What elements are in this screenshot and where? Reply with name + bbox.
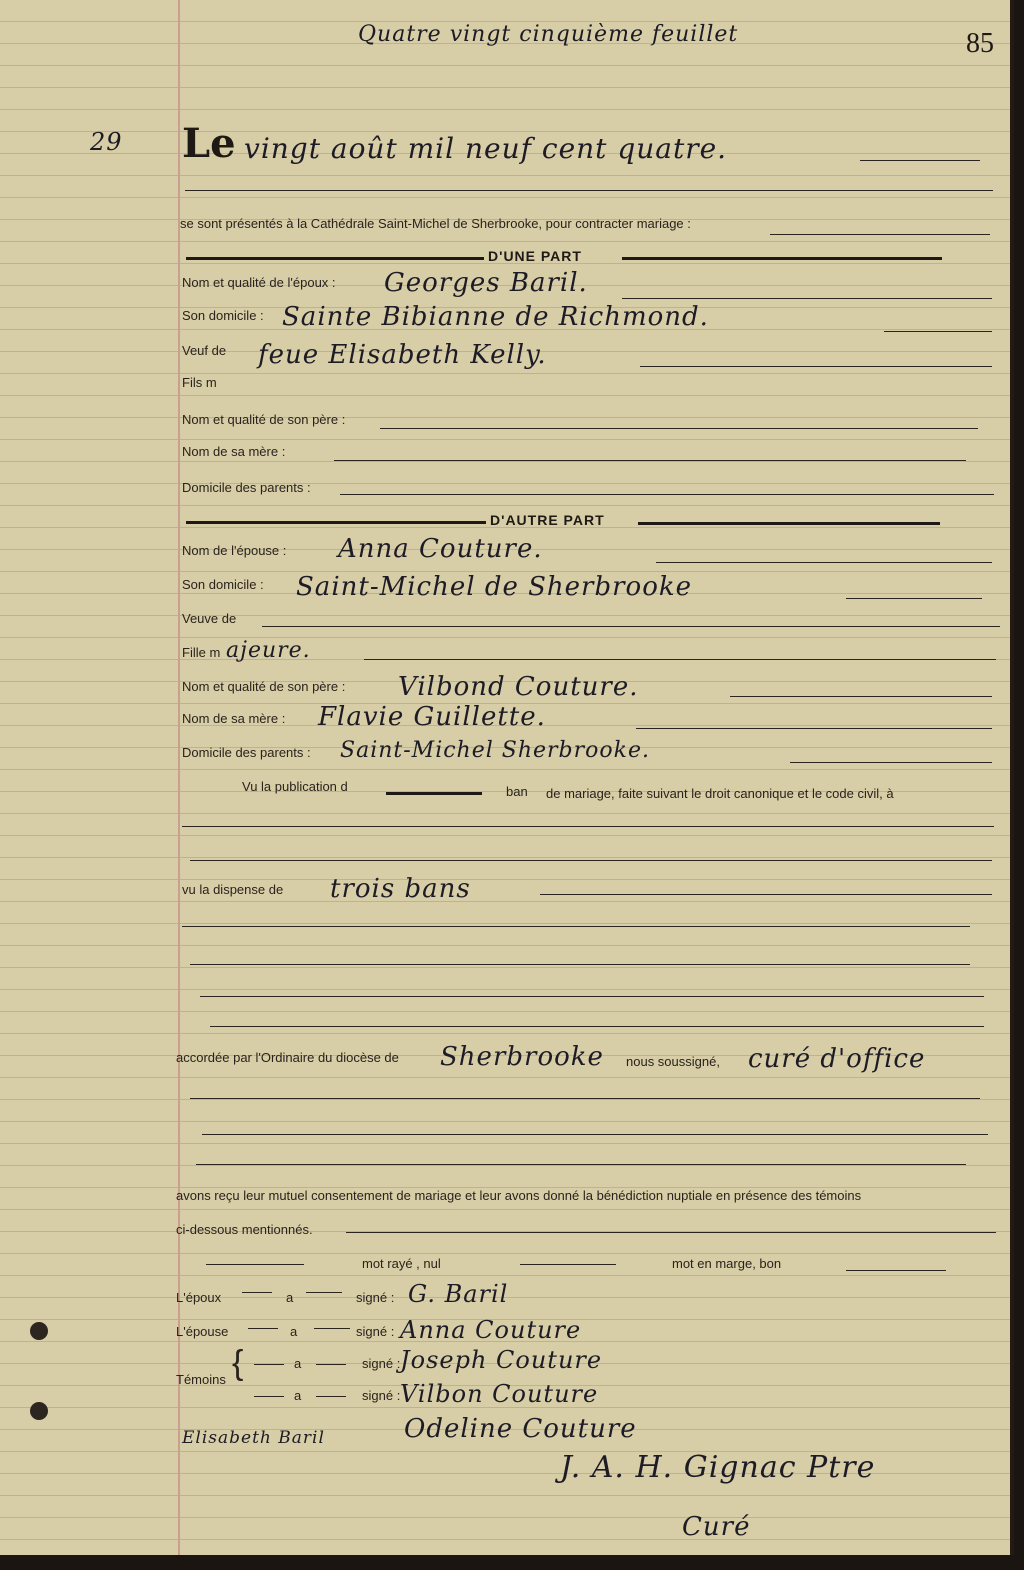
fille-value: ajeure. xyxy=(226,638,311,663)
sheet-heading: Quatre vingt cinquième feuillet xyxy=(358,22,739,47)
fille-label: Fille m xyxy=(182,645,221,660)
epoux-dash-2 xyxy=(306,1292,342,1293)
dispense-label: vu la dispense de xyxy=(182,882,284,897)
parents2-label: Domicile des parents : xyxy=(182,745,311,760)
parents1-rule xyxy=(340,494,994,495)
epouse-label: Nom de l'épouse : xyxy=(182,543,287,558)
domicile2-value: Saint-Michel de Sherbrooke xyxy=(296,572,693,602)
dispense-line-4 xyxy=(210,1026,984,1027)
accordee-label: accordée par l'Ordinaire du diocèse de xyxy=(176,1050,399,1065)
epoux-label: Nom et qualité de l'époux : xyxy=(182,275,336,290)
veuf-label: Veuf de xyxy=(182,343,227,358)
epouse-sig-label: L'épouse xyxy=(176,1324,229,1339)
epoux-signe: signé : xyxy=(356,1290,395,1305)
publication-line-1 xyxy=(182,826,994,827)
epouse-signature: Anna Couture xyxy=(400,1316,582,1344)
marge-rule-right xyxy=(846,1270,946,1271)
extra-signature-2: Odeline Couture xyxy=(404,1414,637,1444)
domicile-label: Son domicile : xyxy=(182,308,264,323)
epoux-a: a xyxy=(286,1290,294,1305)
entry-number: 29 xyxy=(90,128,123,156)
consent-rule xyxy=(346,1232,996,1233)
raye-rule xyxy=(206,1264,304,1265)
parents2-value: Saint-Michel Sherbrooke. xyxy=(340,738,650,763)
epoux-value: Georges Baril. xyxy=(384,268,588,298)
consent-line-2: ci-dessous mentionnés. xyxy=(176,1222,313,1237)
priest-signature: J. A. H. Gignac Ptre xyxy=(560,1450,876,1485)
dispense-value: trois bans xyxy=(330,874,471,904)
diocese-value: Sherbrooke xyxy=(440,1042,604,1072)
temoin1-dash-1 xyxy=(254,1364,284,1365)
temoin2-dash-2 xyxy=(316,1396,346,1397)
domicile2-rule xyxy=(846,598,982,599)
mot-marge: mot en marge, bon xyxy=(672,1256,782,1271)
veuf-rule xyxy=(640,366,992,367)
epouse-rule xyxy=(656,562,992,563)
intro-rule xyxy=(770,234,990,235)
part2-rule-left xyxy=(186,521,486,524)
priest-title: Curé xyxy=(682,1512,751,1542)
pere1-rule xyxy=(380,428,978,429)
date-handwritten: vingt août mil neuf cent quatre. xyxy=(244,132,728,165)
domicile-rule xyxy=(884,331,992,332)
temoins-label: Témoins xyxy=(176,1372,226,1387)
date-rule xyxy=(860,160,980,161)
punch-hole-bottom xyxy=(30,1402,48,1420)
temoin1-signe: signé : xyxy=(362,1356,401,1371)
part1-rule-right xyxy=(622,257,942,260)
fils-label: Fils m xyxy=(182,375,217,390)
epouse-dash-1 xyxy=(248,1328,278,1329)
domicile-value: Sainte Bibianne de Richmond. xyxy=(282,302,709,332)
epouse-signe: signé : xyxy=(356,1324,395,1339)
mere2-label: Nom de sa mère : xyxy=(182,711,286,726)
part1-title: D'UNE PART xyxy=(488,248,582,264)
extra-signature-1: Elisabeth Baril xyxy=(182,1428,325,1448)
parents1-label: Domicile des parents : xyxy=(182,480,311,495)
marge-rule-left xyxy=(520,1264,616,1265)
veuve-label: Veuve de xyxy=(182,611,237,626)
epouse-a: a xyxy=(290,1324,298,1339)
part1-rule-left xyxy=(186,257,484,260)
punch-hole-top xyxy=(30,1322,48,1340)
part2-title: D'AUTRE PART xyxy=(490,512,605,528)
vu-publication-label: Vu la publication d xyxy=(242,779,348,794)
pere2-rule xyxy=(730,696,992,697)
veuf-value: feue Elisabeth Kelly. xyxy=(258,340,547,370)
temoin1-signature: Joseph Couture xyxy=(400,1346,603,1374)
accordee-line-3 xyxy=(196,1164,966,1165)
temoin1-dash-2 xyxy=(316,1364,346,1365)
epoux-rule xyxy=(622,298,992,299)
publication-line-2 xyxy=(190,860,992,861)
soussigne-label: nous soussigné, xyxy=(626,1054,720,1069)
fille-rule xyxy=(364,659,996,660)
dispense-rule xyxy=(540,894,992,895)
le-heading: Le xyxy=(182,120,236,167)
accordee-line-2 xyxy=(202,1134,988,1135)
consent-line-1: avons reçu leur mutuel consentement de mariage et leur avons donné la bénédiction nuptiale en présence des témoins xyxy=(176,1188,862,1203)
temoin2-signature: Vilbon Couture xyxy=(400,1380,599,1408)
ban-label: ban xyxy=(506,784,528,799)
dispense-line-1 xyxy=(182,926,970,927)
domicile2-label: Son domicile : xyxy=(182,577,264,592)
pere1-label: Nom et qualité de son père : xyxy=(182,412,346,427)
publication-rest: de mariage, faite suivant le droit canonique et le code civil, à xyxy=(546,786,894,801)
temoins-brace: { xyxy=(232,1344,244,1382)
mere2-rule xyxy=(636,728,992,729)
mere1-label: Nom de sa mère : xyxy=(182,444,286,459)
temoin2-a: a xyxy=(294,1388,302,1403)
part2-rule-right xyxy=(638,522,940,525)
temoin1-a: a xyxy=(294,1356,302,1371)
veuve-rule xyxy=(262,626,1000,627)
epoux-sig-label: L'époux xyxy=(176,1290,222,1305)
margin-line xyxy=(178,0,180,1555)
parents2-rule xyxy=(790,762,992,763)
soussigne-value: curé d'office xyxy=(748,1044,926,1074)
publication-rule xyxy=(386,792,482,795)
temoin2-dash-1 xyxy=(254,1396,284,1397)
pere2-value: Vilbond Couture. xyxy=(398,672,639,702)
intro-text: se sont présentés à la Cathédrale Saint-Michel de Sherbrooke, pour contracter mariage : xyxy=(180,216,691,231)
pere2-label: Nom et qualité de son père : xyxy=(182,679,346,694)
epouse-dash-2 xyxy=(314,1328,350,1329)
dispense-line-2 xyxy=(190,964,970,965)
mere2-value: Flavie Guillette. xyxy=(318,702,546,732)
mere1-rule xyxy=(334,460,966,461)
mot-raye: mot rayé , nul xyxy=(362,1256,441,1271)
temoin2-signe: signé : xyxy=(362,1388,401,1403)
epouse-value: Anna Couture. xyxy=(338,534,543,564)
epoux-signature: G. Baril xyxy=(408,1280,509,1308)
dispense-line-3 xyxy=(200,996,984,997)
page-number: 85 xyxy=(966,28,994,59)
date-rule-2 xyxy=(185,190,993,191)
epoux-dash-1 xyxy=(242,1292,272,1293)
accordee-line-1 xyxy=(190,1098,980,1099)
